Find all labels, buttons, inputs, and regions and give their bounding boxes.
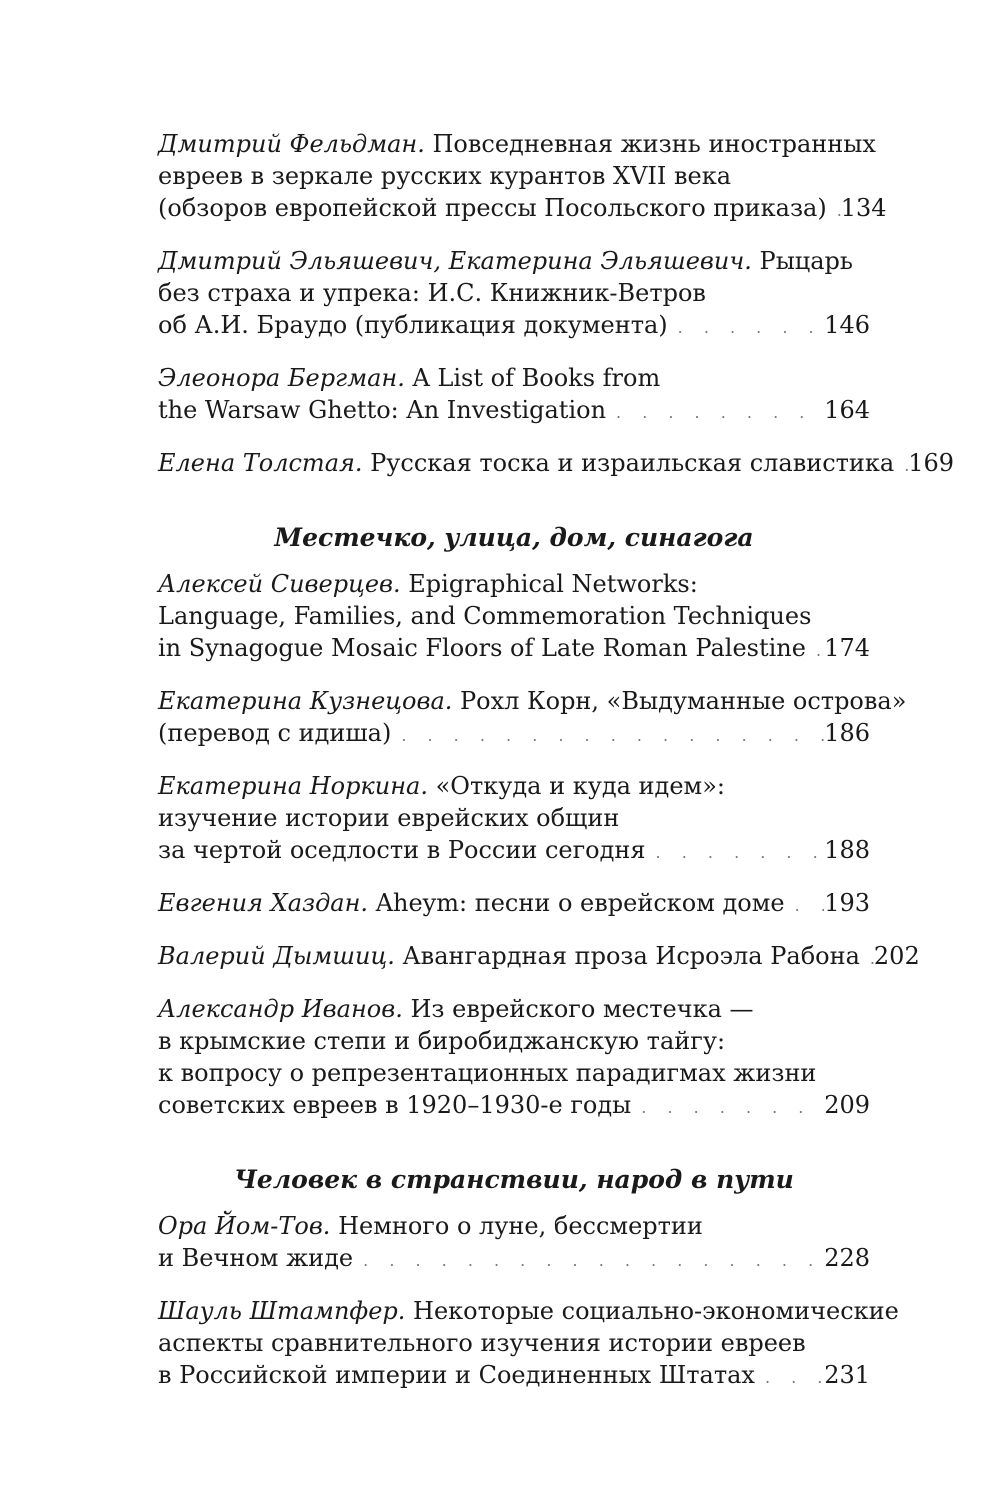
entry-title-line: советских евреев в 1920–1930-е годы [158, 1091, 632, 1119]
entry-text [158, 1089, 631, 1121]
toc-entry[interactable] [158, 685, 907, 752]
leader-dots [353, 1245, 824, 1277]
entry-title-line: Авангардная проза Исроэла Рабона [402, 942, 860, 970]
entry-author: Екатерина Норкина. [158, 772, 428, 800]
entry-line [158, 685, 907, 717]
page-number: 202 [873, 942, 920, 970]
entry-author: Дмитрий Фельдман. [158, 130, 425, 158]
entry-title-line: Рыцарь [759, 247, 853, 275]
entry-line [158, 993, 870, 1025]
entry-last-line [158, 834, 870, 869]
entry-line [158, 1057, 870, 1089]
entry-text [158, 834, 646, 866]
entry-line [158, 770, 870, 802]
entry-line [158, 802, 870, 834]
section-heading: Человек в странствии, народ в пути [234, 1165, 794, 1194]
toc-entry[interactable] [158, 770, 870, 869]
page-number: 188 [824, 836, 870, 864]
entry-title-line: об А.И. Браудо (публикация документа) [158, 311, 668, 339]
page-number: 169 [908, 449, 955, 477]
entry-text [158, 309, 668, 341]
entry-last-line [158, 192, 887, 227]
entry-text [158, 632, 806, 664]
entry-author: Элеонора Бергман. [158, 364, 405, 392]
entry-title-line: без страха и упрека: И.С. Книжник-Ветров [158, 279, 706, 307]
leader-dots [391, 720, 824, 752]
entry-line [158, 1327, 870, 1359]
entry-last-line [158, 394, 870, 429]
toc-section [158, 1164, 899, 1394]
entry-title-line: Некоторые социально-экономические [413, 1297, 899, 1325]
page-number: 193 [824, 889, 870, 917]
entry-title-line: Из еврейского местечка — [410, 995, 754, 1023]
entry-last-line [158, 1242, 870, 1277]
entry-line [158, 600, 870, 632]
leader-dots [646, 837, 825, 869]
toc-entry[interactable] [158, 128, 887, 227]
toc-entry[interactable] [158, 362, 870, 429]
toc-entry[interactable] [158, 245, 870, 344]
entry-text [158, 447, 894, 479]
entry-line [158, 568, 870, 600]
entry-text [158, 717, 391, 749]
entry-last-line [158, 717, 870, 752]
entry-title-line: к вопросу о репрезентационных парадигмах жизни [158, 1059, 817, 1087]
entry-title-line: Language, Families, and Commemoration Techniques [158, 602, 812, 630]
leader-dots [860, 943, 874, 975]
page-number: 228 [824, 1244, 870, 1272]
leader-dots [894, 450, 908, 482]
entry-text [158, 887, 785, 919]
entry-title-line: Русская тоска и израильская славистика [370, 449, 895, 477]
toc-entry[interactable] [158, 993, 870, 1124]
entry-title-line: the Warsaw Ghetto: An Investigation [158, 396, 607, 424]
entry-text [158, 1359, 755, 1391]
entry-title-line: евреев в зеркале русских курантов XVII века [158, 162, 732, 190]
entry-title-line: «Откуда и куда идем»: [435, 772, 725, 800]
entry-author: Шауль Штампфер. [158, 1297, 406, 1325]
toc-entry[interactable] [158, 887, 870, 922]
leader-dots [755, 1362, 824, 1394]
entry-author: Валерий Дымшиц. [158, 942, 395, 970]
page-number: 134 [840, 194, 887, 222]
toc-entry[interactable] [158, 1210, 870, 1277]
entry-title-line: аспекты сравнительного изучения истории евреев [158, 1329, 806, 1357]
toc-entry[interactable] [158, 1295, 899, 1394]
entry-last-line [158, 447, 955, 482]
entry-last-line [158, 309, 870, 344]
entry-line [158, 1295, 899, 1327]
toc-entry[interactable] [158, 940, 920, 975]
toc-section [158, 128, 955, 482]
entry-last-line [158, 1359, 870, 1394]
leader-dots [827, 195, 841, 227]
entry-text [158, 1242, 353, 1274]
entry-title-line: (обзоров европейской прессы Посольского приказа) [158, 194, 827, 222]
page-number: 174 [824, 634, 870, 662]
entry-line [158, 1025, 870, 1057]
toc-section [158, 522, 920, 1124]
entry-last-line [158, 1089, 870, 1124]
entry-last-line [158, 632, 870, 667]
entry-title-line: Рохл Корн, «Выдуманные острова» [460, 687, 907, 715]
entry-title-line: изучение истории еврейских общин [158, 804, 620, 832]
entry-last-line [158, 887, 870, 922]
leader-dots [785, 890, 825, 922]
entry-title-line: в крымские степи и биробиджанскую тайгу: [158, 1027, 726, 1055]
entry-line [158, 245, 870, 277]
entry-title-line: Aheym: песни о еврейском доме [375, 889, 785, 917]
toc-entry[interactable] [158, 447, 955, 482]
table-of-contents [158, 128, 955, 1412]
entry-text [158, 394, 606, 426]
leader-dots [631, 1092, 824, 1124]
entry-title-line: Немного о луне, бессмертии [338, 1212, 703, 1240]
toc-entry[interactable] [158, 568, 870, 667]
leader-dots [668, 312, 825, 344]
entry-author: Евгения Хаздан. [158, 889, 369, 917]
page-number: 164 [824, 396, 870, 424]
entry-title-line: Повседневная жизнь иностранных [432, 130, 876, 158]
entry-title-line: A List of Books from [412, 364, 661, 392]
entry-author: Елена Толстая. [158, 449, 363, 477]
entry-line [158, 1210, 870, 1242]
entry-title-line: in Synagogue Mosaic Floors of Late Roman Palestine [158, 634, 806, 662]
entry-title-line: и Вечном жиде [158, 1244, 354, 1272]
leader-dots [606, 397, 824, 429]
entry-line [158, 160, 870, 192]
entry-author: Дмитрий Эльяшевич, Екатерина Эльяшевич. [158, 247, 752, 275]
entry-author: Алексей Сиверцев. [158, 570, 401, 598]
entry-line [158, 277, 870, 309]
entry-author: Ора Йом-Тов. [158, 1212, 331, 1240]
entry-text [158, 940, 860, 972]
page-number: 186 [824, 719, 870, 747]
entry-line [158, 128, 876, 160]
entry-title-line: в Российской империи и Соединенных Штатах [158, 1361, 755, 1389]
section-heading: Местечко, улица, дом, синагога [274, 523, 754, 552]
entry-title-line: за чертой оседлости в России сегодня [158, 836, 646, 864]
entry-text [158, 192, 827, 224]
entry-author: Александр Иванов. [158, 995, 403, 1023]
entry-author: Екатерина Кузнецова. [158, 687, 453, 715]
entry-title-line: (перевод с идиша) [158, 719, 392, 747]
entry-title-line: Epigraphical Networks: [408, 570, 698, 598]
page-number: 231 [824, 1361, 870, 1389]
entry-line [158, 362, 870, 394]
leader-dots [806, 635, 824, 667]
page-number: 209 [824, 1091, 870, 1119]
page-number: 146 [824, 311, 870, 339]
entry-last-line [158, 940, 920, 975]
